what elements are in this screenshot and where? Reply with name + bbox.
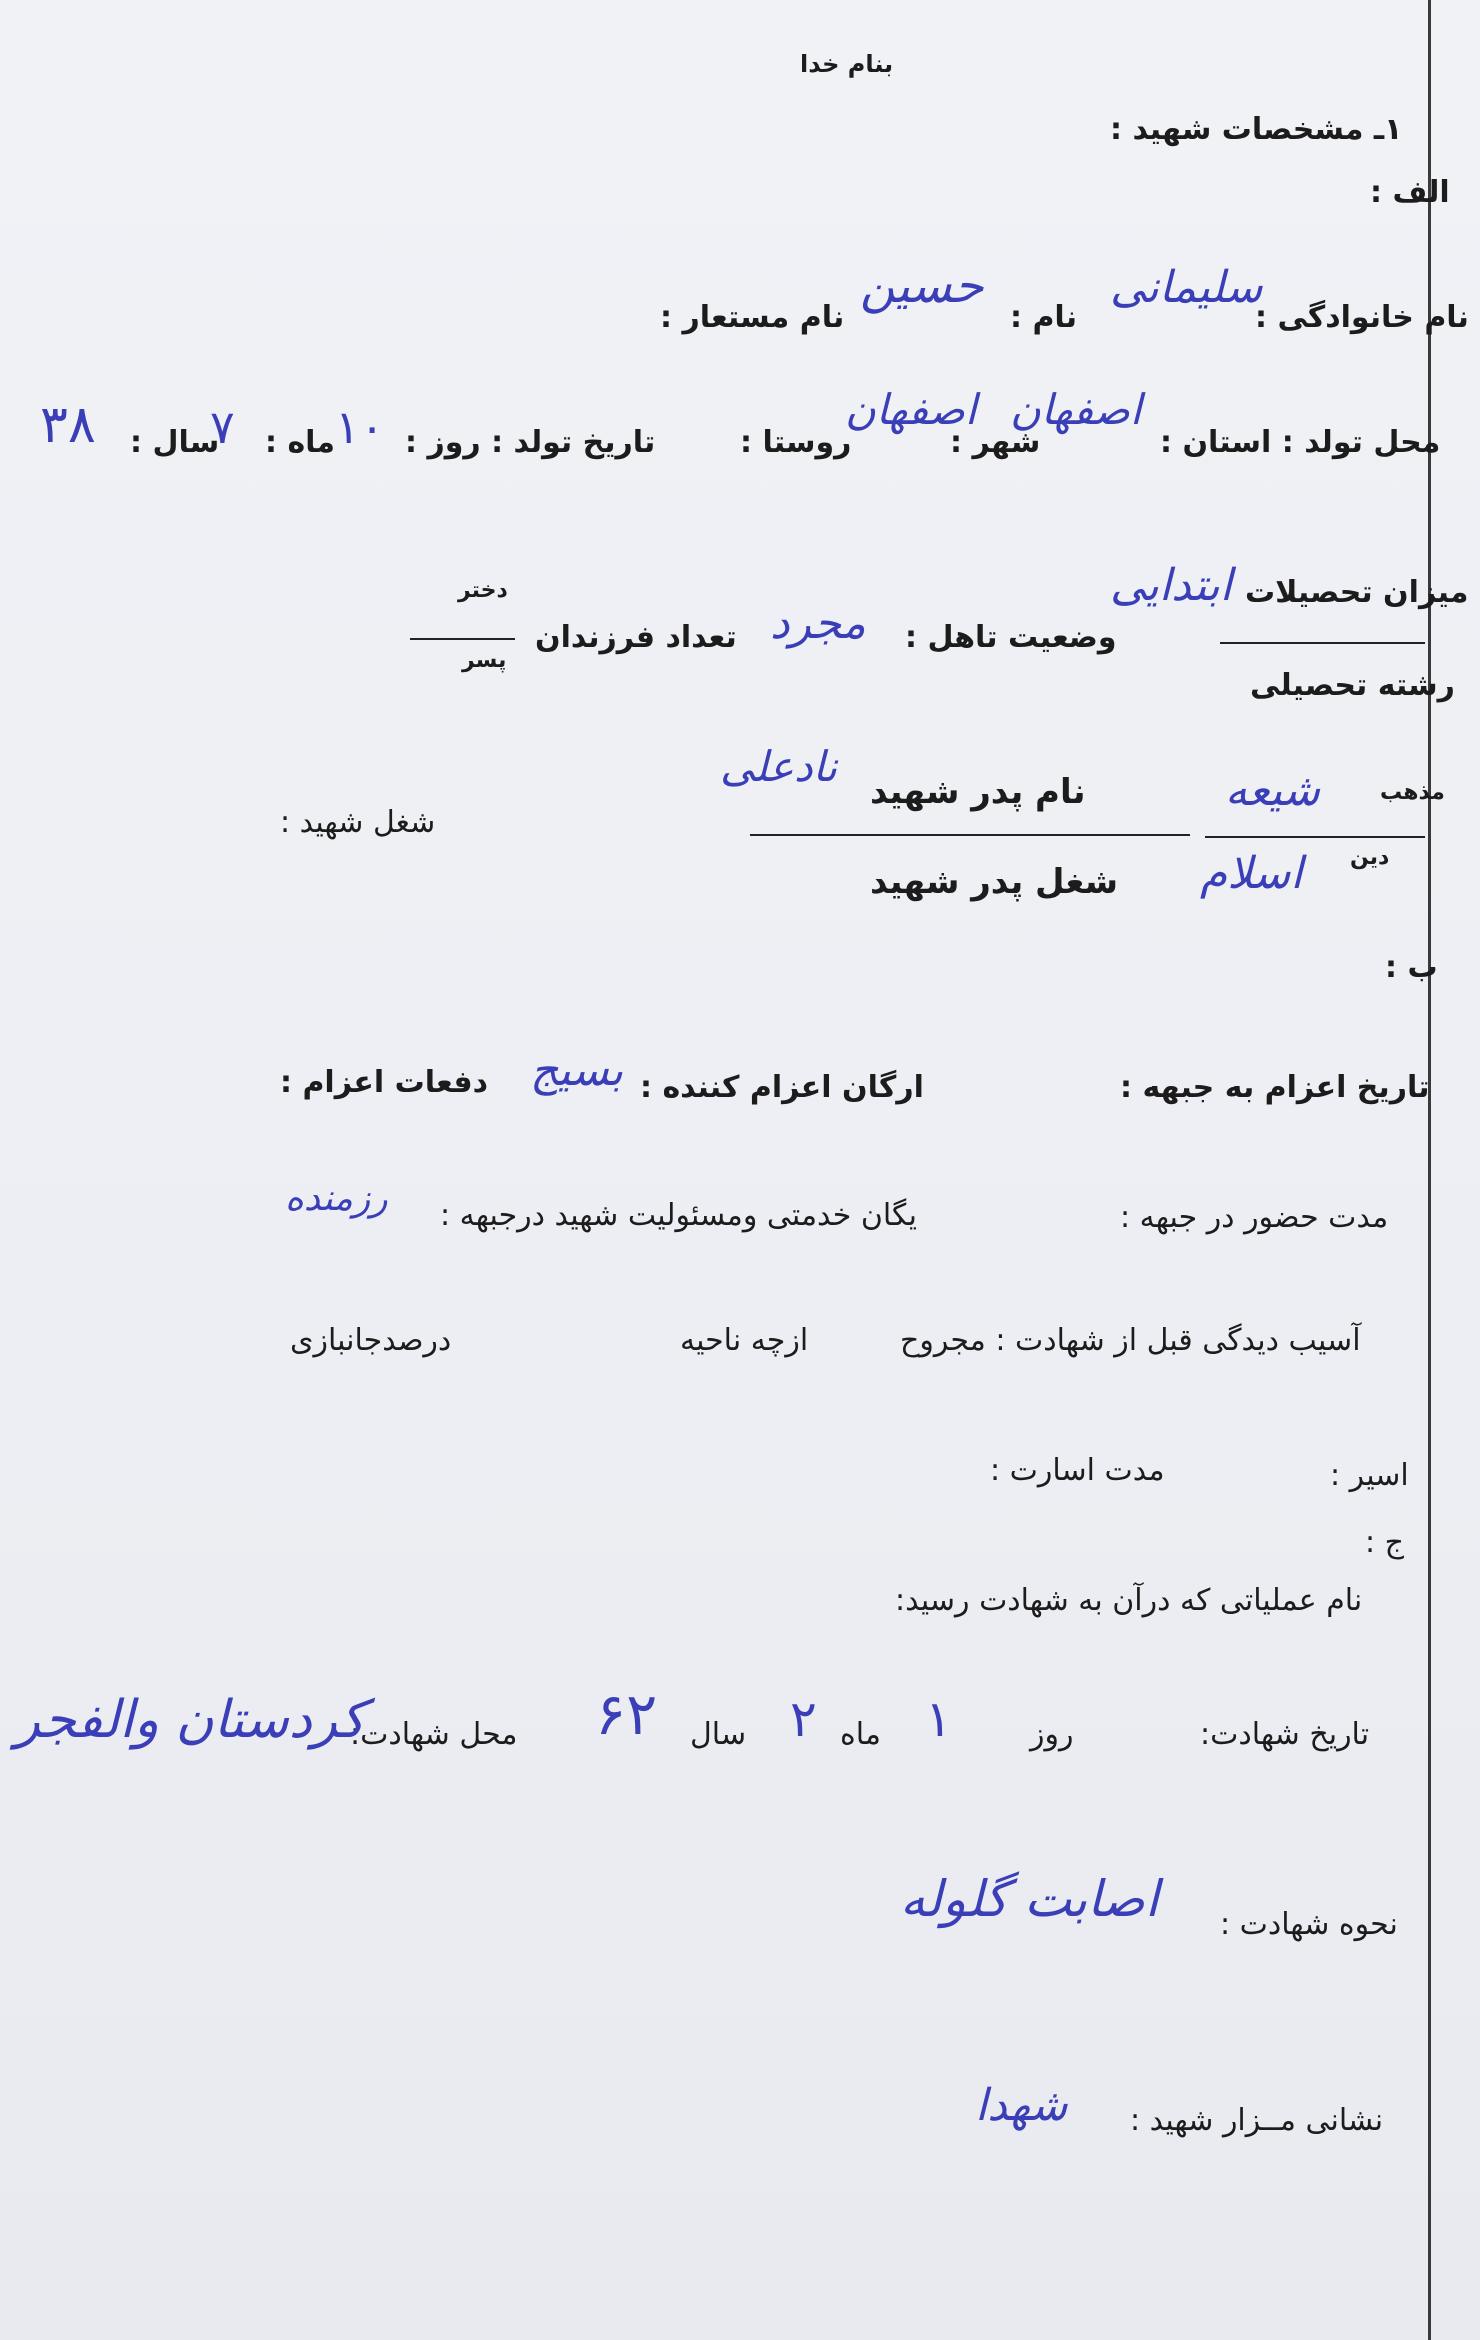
page-border-line [1428,0,1431,2340]
family-name-label: نام خانوادگی : [1255,300,1469,335]
manner-value: اصابت گلوله [900,1870,1159,1928]
dispatch-org-label: ارگان اعزام کننده : [640,1070,924,1105]
manner-label: نحوه شهادت : [1220,1907,1398,1942]
grave-label: نشانی مــزار شهید : [1130,2103,1384,2138]
birth-month-label: ماه : [265,425,335,460]
birthdate-label: تاریخ تولد : روز : [405,425,656,460]
dispatch-count-label: دفعات اعزام : [280,1065,488,1100]
martyrdom-place-value: کردستان والفجر [15,1690,366,1750]
marital-label: وضعیت تاهل : [905,620,1117,655]
name-label: نام : [1010,300,1077,335]
injury-area-label: ازچه ناحیه [680,1323,809,1358]
part-c-heading: ج : [1365,1525,1405,1560]
father-name-value: نادعلی [720,742,838,791]
section-heading: ۱ـ مشخصات شهید : [1110,112,1403,147]
injury-label: آسیب دیدگی قبل از شهادت : مجروح [900,1323,1361,1358]
grave-value: شهدا [975,2080,1068,2131]
sect-value: شیعه [1225,765,1320,816]
disability-label: درصدجانبازی [290,1323,452,1358]
marital-value: مجرد [770,598,866,649]
dispatch-date-label: تاریخ اعزام به جبهه : [1120,1070,1430,1105]
unit-label: یگان خدمتی ومسئولیت شهید درجبهه : [440,1198,917,1233]
page-title: بنام خدا [800,50,894,78]
dispatch-org-value: بسیج [530,1045,624,1096]
sect-divider [1205,836,1425,838]
presence-label: مدت حضور در جبهه : [1120,1200,1389,1235]
education-divider [1220,642,1425,644]
part-a-heading: الف : [1370,175,1450,210]
unit-value: رزمنده [285,1178,388,1219]
son-label: پسر [462,648,507,673]
martyrdom-place-label: محل شهادت: [350,1717,518,1752]
birth-month-value: ۷ [210,400,235,454]
operation-label: نام عملیاتی که درآن به شهادت رسید: [895,1583,1363,1618]
village-label: روستا : [740,425,852,460]
children-label: تعداد فرزندان [535,620,737,655]
education-value: ابتدایی [1110,560,1232,611]
martyrdom-day-value: ۱ [925,1690,952,1748]
birth-year-value: ۳۸ [40,395,96,455]
religion-label: دین [1350,845,1390,870]
captive-label: اسیر : [1330,1458,1409,1493]
religion-value: اسلام [1200,848,1303,899]
daughter-label: دختر [458,578,508,603]
father-name-label: نام پدر شهید [870,772,1086,812]
birthplace-label: محل تولد : استان : [1160,425,1441,460]
education-label: میزان تحصیلات [1245,575,1469,610]
martyrdom-day-label: روز [1030,1717,1074,1752]
martyrdom-month-label: ماه [840,1717,881,1752]
martyrdom-year-value: ۶۲ [595,1680,658,1748]
field-label: رشته تحصیلی [1250,668,1455,703]
part-b-heading: ب : [1385,950,1438,985]
father-divider [750,834,1190,836]
captivity-label: مدت اسارت : [990,1453,1165,1488]
alias-label: نام مستعار : [660,300,845,335]
sect-label: مذهب [1380,780,1445,805]
martyrdom-year-label: سال [690,1717,747,1752]
name-value: حسین [860,258,984,314]
father-job-label: شغل پدر شهید [870,862,1119,902]
family-name-value: سلیمانی [1110,262,1263,313]
martyrdom-date-label: تاریخ شهادت: [1200,1717,1370,1752]
birth-day-value: ۱۰ [335,400,385,454]
city-label: شهر : [950,425,1041,460]
children-divider [410,638,515,640]
job-label: شغل شهید : [280,805,436,840]
province-value: اصفهان [1010,385,1142,434]
birth-year-label: سال : [130,425,220,460]
martyrdom-month-value: ۲ [790,1690,817,1748]
city-value: اصفهان [845,385,977,434]
